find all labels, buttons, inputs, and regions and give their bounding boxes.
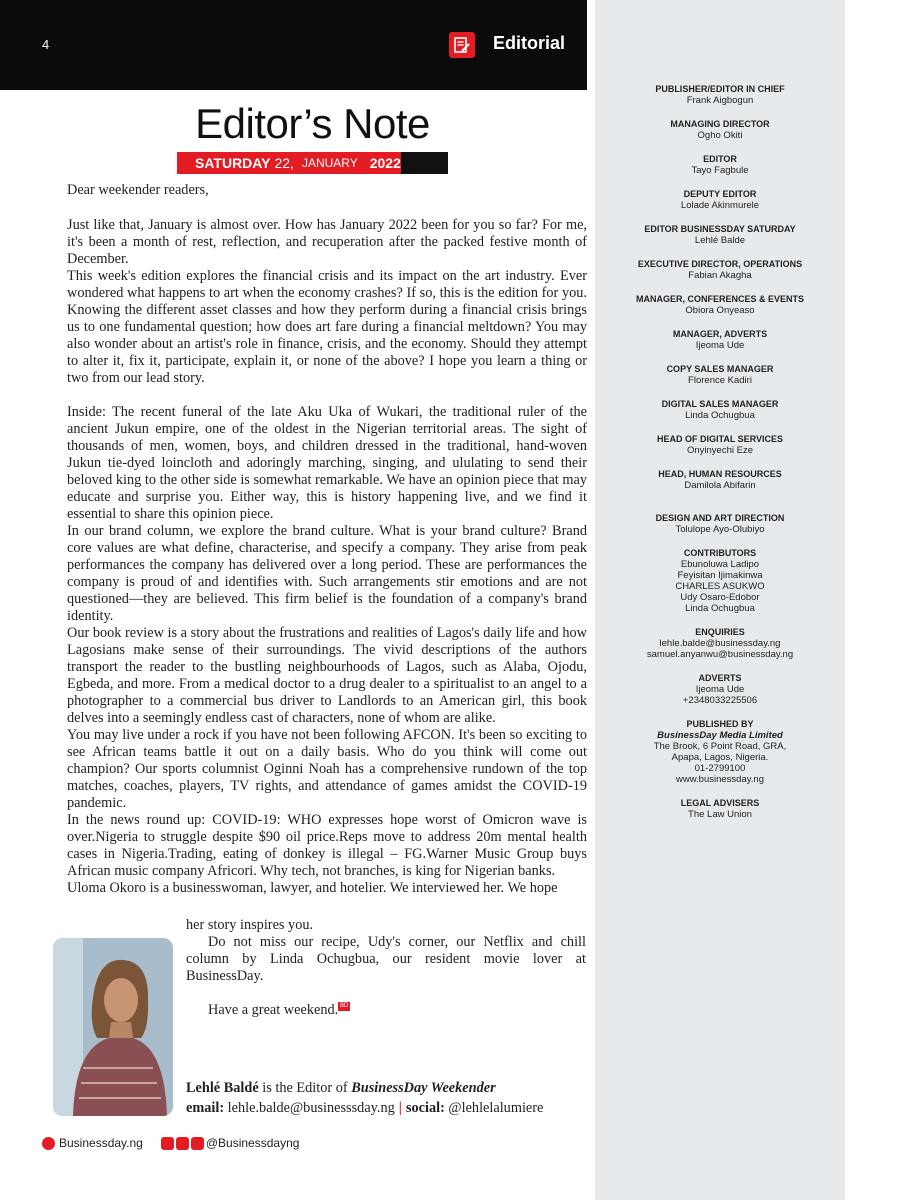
masthead-name: Linda Ochugbua <box>685 410 755 421</box>
masthead-entry <box>620 434 820 456</box>
masthead-role: EDITOR BUSINESSDAY SATURDAY <box>644 224 796 234</box>
paragraph: Uloma Okoro is a businesswoman, lawyer, and hotelier. We interviewed her. We hope <box>67 880 558 896</box>
masthead-role: CONTRIBUTORS <box>683 548 757 558</box>
masthead-role: HEAD, HUMAN RESOURCES <box>658 469 782 479</box>
masthead-role: DEPUTY EDITOR <box>683 189 757 199</box>
masthead-name: Lehlé Balde <box>694 235 746 246</box>
masthead-role: EXECUTIVE DIRECTOR, OPERATIONS <box>637 259 803 269</box>
masthead-name: +2348033225506 <box>682 695 758 706</box>
masthead-role: ENQUIRIES <box>695 627 745 637</box>
masthead-role: MANAGING DIRECTOR <box>670 119 770 129</box>
masthead-name: lehle.balde@businessday.ng <box>659 638 781 649</box>
masthead-name: Ogho Okiti <box>697 130 743 141</box>
masthead-name: Damilola Abifarin <box>684 480 756 491</box>
masthead-entry <box>620 154 820 176</box>
masthead-entry <box>620 513 820 535</box>
masthead-role: DIGITAL SALES MANAGER <box>661 399 779 409</box>
section-title: Editorial <box>493 33 566 53</box>
paragraph: her story inspires you. <box>186 917 314 933</box>
publication-name: BusinessDay Weekender <box>351 1080 496 1096</box>
editorial-body-lower <box>186 917 586 1019</box>
masthead-entry <box>620 84 820 106</box>
masthead-name: Feyisitan Ijimakinwa <box>677 570 763 581</box>
editor-role: is the Editor of <box>258 1080 352 1096</box>
masthead-name: 01-2799100 <box>694 763 746 774</box>
masthead-entry <box>620 364 820 386</box>
masthead-name: Florence Kadiri <box>688 375 752 386</box>
paragraph: In our brand column, we explore the brand culture. What is your brand culture? Brand core values are what define, characterise, and specify a company. They arise from peak performances the company has delivered over a long period. These are performances the company is proud of and identifies with. Such arrangements stir emotions and are not questioned—they are believed. This firm belief is the foundation of a company's brand identity. <box>67 523 587 624</box>
masthead-entry <box>620 719 820 785</box>
masthead-entry <box>620 294 820 316</box>
masthead-name: Tolulope Ayo-Olubiyo <box>675 524 765 535</box>
masthead-role: ADVERTS <box>698 673 742 683</box>
email-label: email: <box>186 1100 225 1116</box>
footer-site[interactable]: Businessday.ng <box>59 1136 143 1150</box>
page-title: Editor’s Note <box>195 100 430 147</box>
date-weekday: SATURDAY <box>195 155 271 171</box>
masthead-name: www.businessday.ng <box>675 774 764 785</box>
editorial-icon <box>449 32 475 58</box>
end-mark: BD <box>340 1003 349 1009</box>
masthead-name: BusinessDay Media Limited <box>657 730 783 741</box>
paragraph: Inside: The recent funeral of the late Aku Uka of Wukari, the traditional ruler of the ancient Jukun empire, one of the oldest in the Nigerian territorial areas. The sight of thousands of men, women, boys, and children dressed in the traditional, hand-woven Jukun tie-dyed loincloth and adoringly marching, singing, and ululating to send their beloved king to the other side is somewhat remarkable. We have an opinion piece that may educate and surprise you. Either way, this is history happening live, and we find it essential to share this opinion piece. <box>67 404 587 522</box>
masthead-entry <box>620 329 820 351</box>
masthead-entry <box>620 119 820 141</box>
paragraph: This week's edition explores the financial crisis and its impact on the art industry. Ever wondered what happens to art when the economy crashes? If so, this is the edition for you. Knowing the different asset classes and how they perform during a financial crisis brings us to one fundamental question; how does art fare during a financial meltdown? You may also wonder about an artist's role in finance, crisis, and the economy. Should they attempt to alter it, fix it, participate, explain it, or none of the above? I hope you learn a thing or two from our lead story. <box>67 268 587 386</box>
masthead-name: Ijeoma Ude <box>695 340 745 351</box>
social-label: social: <box>405 1100 445 1116</box>
closing-line <box>186 1002 586 1019</box>
masthead-name: samuel.anyanwu@businessday.ng <box>646 649 794 660</box>
date-day: 22, <box>274 155 294 171</box>
paragraph: Just like that, January is almost over. How has January 2022 been for you so far? For me, it's been a month of rest, reflection, and recuperation after the packed festive month of December. <box>67 217 587 267</box>
masthead <box>620 84 820 833</box>
masthead-role: HEAD OF DIGITAL SERVICES <box>656 434 784 444</box>
editor-photo <box>53 938 173 1116</box>
paragraph: You may live under a rock if you have not been following AFCON. It's been so exciting to see African teams battle it out on a daily basis. Who do you think will come out champion? Our sports columnist Oginni Noah has a comprehensive rundown of the top matches, coaches, players, TV rights, and attendance of games amidst the COVID-19 pandemic. <box>67 727 587 811</box>
closing-text: Have a great weekend. <box>208 1002 339 1018</box>
salutation: Dear weekender readers, <box>67 182 209 198</box>
masthead-entry <box>620 189 820 211</box>
masthead-name: Apapa, Lagos, Nigeria. <box>671 752 769 763</box>
masthead-name: Obiora Onyeaso <box>685 305 755 316</box>
separator: | <box>398 1100 402 1116</box>
masthead-role: MANAGER, CONFERENCES & EVENTS <box>635 294 805 304</box>
masthead-role: PUBLISHER/EDITOR IN CHIEF <box>655 84 785 94</box>
twitter-icon[interactable] <box>176 1137 189 1150</box>
masthead-name: The Law Union <box>688 809 752 820</box>
facebook-icon[interactable] <box>161 1137 174 1150</box>
page-footer <box>42 1136 299 1150</box>
masthead-role: PUBLISHED BY <box>686 719 754 729</box>
footer-handle[interactable]: @Businessdayng <box>205 1136 300 1150</box>
masthead-entry <box>620 469 820 491</box>
businessday-logo-icon <box>42 1137 55 1150</box>
instagram-icon[interactable] <box>191 1137 204 1150</box>
date-year: 2022 <box>369 155 401 171</box>
masthead-entry <box>620 399 820 421</box>
masthead-role: COPY SALES MANAGER <box>666 364 774 374</box>
masthead-name: Ebunoluwa Ladipo <box>680 559 760 570</box>
masthead-entry <box>620 673 820 706</box>
signature-block <box>186 1078 543 1118</box>
masthead-role: DESIGN AND ART DIRECTION <box>655 513 785 523</box>
masthead-entry <box>620 259 820 281</box>
paragraph: Our book review is a story about the frustrations and realities of Lagos's daily life and how Lagosians make sense of their surroundings. The vivid descriptions of the authors transport the reader to the bustling neighbourhoods of Lagos, such as Alaba, Ojodu, Egbeda, and more. From a medical doctor to a drug dealer to a spiritualist to an angel to a photographer to a commercial bus driver to Landlords to an American girl, this book delves into a seemingly endless cast of characters, none of whom are alike. <box>67 625 587 726</box>
masthead-name: Tayo Fagbule <box>691 165 749 176</box>
masthead-name: Onyinyechi Eze <box>686 445 753 456</box>
editor-name: Lehlé Baldé <box>186 1080 259 1096</box>
paragraph: Do not miss our recipe, Udy's corner, our Netflix and chill column by Linda Ochugbua, our resident movie lover at BusinessDay. <box>186 934 586 984</box>
masthead-name: Udy Osaro-Edobor <box>680 592 760 603</box>
masthead-name: Lolade Akinmurele <box>680 200 760 211</box>
masthead-name: CHARLES ASUKWO <box>675 581 765 592</box>
masthead-name: Ijeoma Ude <box>695 684 745 695</box>
date-month: JANUARY <box>301 156 358 170</box>
paragraph: In the news round up: COVID-19: WHO expresses hope worst of Omicron wave is over.Nigeria to struggle despite $90 oil price.Reps move to address 20m mental health cases in Nigeria.Trading, eating of donkey is illegal – FG.Warner Music Group buys African music company Africori. Why tech, not branches, is king for Nigerian banks. <box>67 812 587 879</box>
masthead-entry <box>620 548 820 614</box>
page-header-bar <box>0 0 587 90</box>
editor-social[interactable]: @lehlelalumiere <box>444 1100 544 1116</box>
page-number: 4 <box>42 37 50 52</box>
masthead-role: LEGAL ADVISERS <box>680 798 760 808</box>
masthead-entry <box>620 224 820 246</box>
masthead-entry <box>620 627 820 660</box>
date-bar <box>177 152 448 174</box>
masthead-name: Fabian Akagha <box>688 270 752 281</box>
masthead-entry <box>620 798 820 820</box>
masthead-name: Linda Ochugbua <box>685 603 755 614</box>
masthead-role: EDITOR <box>703 154 737 164</box>
masthead-name: The Brook, 6 Point Road, GRA, <box>653 741 787 752</box>
masthead-role: MANAGER, ADVERTS <box>672 329 768 339</box>
editorial-body <box>67 182 587 897</box>
masthead-name: Frank Aigbogun <box>686 95 754 106</box>
editor-email[interactable]: lehle.balde@businesssday.ng <box>224 1100 395 1116</box>
